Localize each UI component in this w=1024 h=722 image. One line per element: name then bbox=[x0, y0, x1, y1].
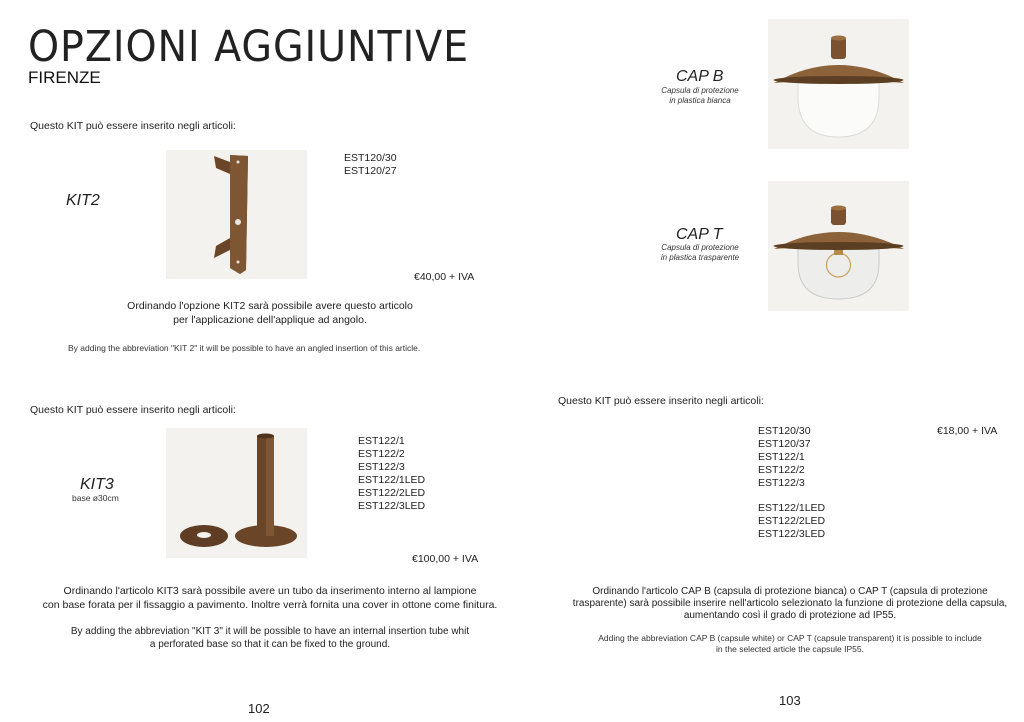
cap-intro: Questo KIT può essere inserito negli articoli: bbox=[558, 395, 764, 407]
article-code: EST122/1 bbox=[758, 451, 805, 463]
kit2-photo bbox=[166, 150, 307, 279]
capt-caption-line: Capsula di protezione bbox=[661, 243, 739, 252]
page-subtitle: FIRENZE bbox=[28, 68, 101, 87]
kit3-tube-image bbox=[166, 428, 307, 558]
cap-desc-it-line: trasparente) sarà possibile inserire nell'articolo selezionato la funzione di protezione della capsula, bbox=[572, 598, 1008, 609]
article-code: EST122/1 bbox=[358, 435, 405, 447]
article-code: EST120/27 bbox=[344, 165, 397, 177]
article-code: EST122/2 bbox=[758, 464, 805, 476]
kit3-codes bbox=[358, 435, 425, 513]
page-number-left: 102 bbox=[248, 701, 270, 716]
kit2-codes bbox=[344, 152, 397, 178]
kit3-photo bbox=[166, 428, 307, 558]
capb-photo bbox=[768, 19, 909, 149]
cap-desc-en-line: Adding the abbreviation CAP B (capsule white) or CAP T (capsule transparent) it is possible to include bbox=[598, 633, 982, 643]
kit2-description-en: By adding the abbreviation "KIT 2" it will be possible to have an angled insertion of this article. bbox=[68, 343, 421, 353]
kit2-price: €40,00 + IVA bbox=[414, 271, 475, 283]
capb-caption-line: in plastica bianca bbox=[669, 96, 731, 105]
cap-desc-en-line: in the selected article the capsule IP55. bbox=[716, 644, 864, 654]
capb-caption bbox=[650, 86, 750, 106]
capt-caption-line: in plastica trasparente bbox=[660, 253, 740, 262]
cap-description-en bbox=[535, 633, 1024, 655]
capt-photo bbox=[768, 181, 909, 311]
kit3-note: base ø30cm bbox=[72, 493, 119, 503]
kit3-name: KIT3 bbox=[80, 476, 114, 493]
kit3-intro: Questo KIT può essere inserito negli articoli: bbox=[30, 404, 236, 416]
article-code: EST120/30 bbox=[344, 152, 397, 164]
capb-caption-line: Capsula di protezione bbox=[661, 86, 739, 95]
kit3-desc-en-line: By adding the abbreviation "KIT 3" it will be possible to have an internal insertion tube whit bbox=[70, 626, 470, 637]
cap-codes-a bbox=[758, 425, 811, 490]
kit2-bracket-image bbox=[166, 150, 307, 279]
article-code: EST122/1LED bbox=[358, 474, 426, 486]
capt-name: CAP T bbox=[676, 226, 723, 243]
kit3-desc-it-line: Ordinando l'articolo KIT3 sarà possibile avere un tubo da inserimento interno al lampione bbox=[63, 585, 477, 597]
article-code: EST122/2LED bbox=[358, 487, 426, 499]
page-number-right: 103 bbox=[779, 693, 801, 708]
capt-lamp-image bbox=[768, 181, 909, 311]
article-code: EST122/1LED bbox=[758, 502, 826, 514]
article-code: EST122/3LED bbox=[758, 528, 826, 540]
kit3-price: €100,00 + IVA bbox=[412, 553, 479, 565]
article-code: EST122/2 bbox=[358, 448, 405, 460]
article-code: EST122/3LED bbox=[358, 500, 426, 512]
article-code: EST122/3 bbox=[758, 477, 805, 489]
article-code: EST120/37 bbox=[758, 438, 811, 450]
capb-name: CAP B bbox=[676, 68, 724, 85]
capt-caption bbox=[645, 243, 755, 263]
cap-codes-b bbox=[758, 502, 825, 541]
page-title: OPZIONI AGGIUNTIVE bbox=[28, 22, 470, 72]
cap-desc-it-line: Ordinando l'articolo CAP B (capsula di protezione bianca) o CAP T (capsula di protezione bbox=[592, 586, 988, 597]
kit2-desc-it-line: Ordinando l'opzione KIT2 sarà possibile avere questo articolo bbox=[127, 300, 413, 312]
kit2-description-it bbox=[30, 299, 510, 327]
article-code: EST122/2LED bbox=[758, 515, 826, 527]
article-code: EST122/3 bbox=[358, 461, 405, 473]
kit3-description-en bbox=[20, 625, 520, 651]
cap-description-it bbox=[535, 586, 1024, 622]
kit2-name: KIT2 bbox=[66, 192, 100, 209]
kit3-description-it bbox=[20, 584, 520, 612]
kit2-desc-it-line: per l'applicazione dell'applique ad angolo. bbox=[173, 314, 367, 326]
kit3-desc-it-line: con base forata per il fissaggio a pavimento. Inoltre verrà fornita una cover in ottone come finitura. bbox=[42, 599, 498, 611]
kit3-desc-en-line: a perforated base so that it can be fixed to the ground. bbox=[149, 639, 391, 650]
cap-price: €18,00 + IVA bbox=[937, 425, 998, 437]
kit2-intro: Questo KIT può essere inserito negli articoli: bbox=[30, 120, 236, 132]
capb-lamp-image bbox=[768, 19, 909, 149]
cap-desc-it-line: aumentando così il grado di protezione ad IP55. bbox=[683, 610, 897, 621]
article-code: EST120/30 bbox=[758, 425, 811, 437]
